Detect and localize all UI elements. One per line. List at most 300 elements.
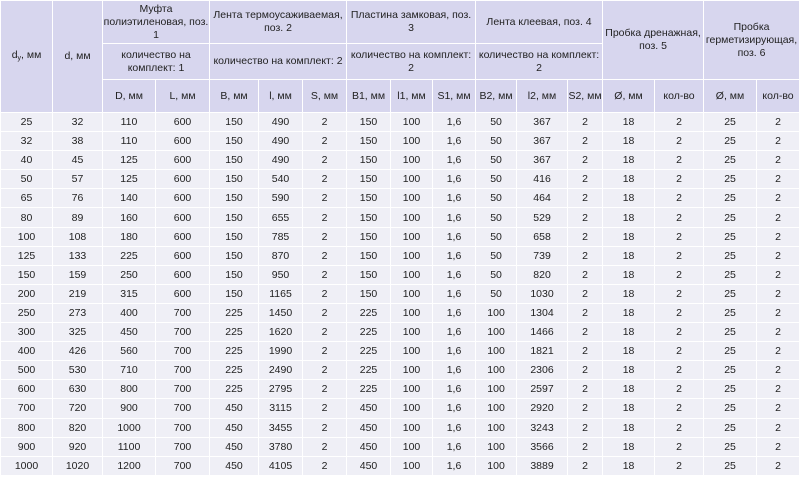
- table-cell: 560: [103, 342, 156, 361]
- table-cell: 2795: [259, 380, 303, 399]
- table-cell: 2: [568, 418, 603, 437]
- table-cell: 2: [655, 323, 704, 342]
- table-row: [1, 265, 800, 284]
- table-cell: 2: [568, 265, 603, 284]
- table-cell: 2: [303, 399, 347, 418]
- table-cell: 150: [1, 265, 53, 284]
- table-cell: 3566: [517, 437, 568, 456]
- table-cell: 25: [704, 189, 757, 208]
- table-cell: 100: [391, 323, 433, 342]
- table-cell: 2: [303, 246, 347, 265]
- table-cell: 50: [476, 113, 517, 132]
- table-cell: 100: [476, 399, 517, 418]
- table-cell: 150: [210, 189, 259, 208]
- table-row: [1, 361, 800, 380]
- table-cell: 416: [517, 170, 568, 189]
- table-cell: 450: [347, 456, 391, 475]
- table-cell: 25: [704, 323, 757, 342]
- table-cell: 2: [303, 323, 347, 342]
- table-cell: 2: [757, 437, 800, 456]
- column-header: Ø, мм: [704, 80, 757, 113]
- table-cell: 100: [476, 437, 517, 456]
- table-cell: 18: [603, 437, 655, 456]
- table-cell: 2: [303, 227, 347, 246]
- table-cell: 1,6: [433, 284, 476, 303]
- table-cell: 600: [156, 208, 210, 227]
- table-cell: 1020: [53, 456, 103, 475]
- table-cell: 25: [704, 399, 757, 418]
- column-header: D, мм: [103, 80, 156, 113]
- column-header: l, мм: [259, 80, 303, 113]
- table-cell: 2: [655, 342, 704, 361]
- table-cell: 100: [391, 208, 433, 227]
- table-cell: 700: [156, 399, 210, 418]
- table-cell: 2: [757, 208, 800, 227]
- table-cell: 50: [476, 189, 517, 208]
- table-cell: 600: [156, 170, 210, 189]
- table-cell: 18: [603, 189, 655, 208]
- table-cell: 25: [704, 342, 757, 361]
- table-cell: 500: [1, 361, 53, 380]
- table-cell: 50: [476, 246, 517, 265]
- table-row: [1, 132, 800, 151]
- table-cell: 2: [568, 323, 603, 342]
- column-header: кол-во: [757, 80, 800, 113]
- table-cell: 2: [655, 132, 704, 151]
- table-cell: 2: [568, 246, 603, 265]
- table-cell: 18: [603, 265, 655, 284]
- table-cell: 700: [156, 323, 210, 342]
- table-cell: 100: [391, 380, 433, 399]
- table-cell: 1466: [517, 323, 568, 342]
- table-cell: 2: [757, 380, 800, 399]
- column-header: L, мм: [156, 80, 210, 113]
- table-cell: 18: [603, 132, 655, 151]
- table-cell: 100: [391, 342, 433, 361]
- table-cell: 150: [347, 132, 391, 151]
- table-cell: 2: [303, 208, 347, 227]
- table-cell: 2: [655, 113, 704, 132]
- table-cell: 18: [603, 246, 655, 265]
- table-cell: 2: [568, 170, 603, 189]
- table-cell: 100: [476, 342, 517, 361]
- table-cell: 25: [704, 418, 757, 437]
- table-cell: 700: [156, 437, 210, 456]
- table-cell: 225: [347, 303, 391, 322]
- table-cell: 450: [210, 418, 259, 437]
- table-cell: 180: [103, 227, 156, 246]
- table-cell: 2: [568, 227, 603, 246]
- table-cell: 25: [704, 437, 757, 456]
- table-cell: 150: [347, 113, 391, 132]
- table-cell: 739: [517, 246, 568, 265]
- table-cell: 490: [259, 113, 303, 132]
- table-cell: 25: [704, 361, 757, 380]
- table-cell: 50: [476, 265, 517, 284]
- table-cell: 2: [655, 456, 704, 475]
- table-cell: 529: [517, 208, 568, 227]
- column-header: кол-во: [655, 80, 704, 113]
- table-cell: 600: [156, 265, 210, 284]
- table-cell: 225: [210, 342, 259, 361]
- table-cell: 700: [156, 418, 210, 437]
- table-cell: 2: [655, 170, 704, 189]
- table-cell: 2: [303, 456, 347, 475]
- table-cell: 150: [347, 246, 391, 265]
- table-cell: 2: [303, 380, 347, 399]
- table-cell: 150: [210, 132, 259, 151]
- table-cell: 785: [259, 227, 303, 246]
- table-cell: 18: [603, 303, 655, 322]
- table-cell: 18: [603, 284, 655, 303]
- table-cell: 2: [303, 361, 347, 380]
- table-cell: 3889: [517, 456, 568, 475]
- table-row: [1, 323, 800, 342]
- table-cell: 870: [259, 246, 303, 265]
- table-cell: 76: [53, 189, 103, 208]
- table-cell: 18: [603, 380, 655, 399]
- table-cell: 2: [303, 151, 347, 170]
- table-cell: 25: [704, 303, 757, 322]
- table-cell: 100: [476, 380, 517, 399]
- table-cell: 100: [476, 456, 517, 475]
- table-cell: 140: [103, 189, 156, 208]
- table-cell: 600: [156, 132, 210, 151]
- table-cell: 450: [347, 418, 391, 437]
- table-cell: 367: [517, 132, 568, 151]
- table-cell: 2: [655, 151, 704, 170]
- column-header: S1, мм: [433, 80, 476, 113]
- table-cell: 3780: [259, 437, 303, 456]
- table-cell: 50: [476, 208, 517, 227]
- table-cell: 18: [603, 342, 655, 361]
- table-row: [1, 246, 800, 265]
- group-qty-plastina: количество на комплект: 2: [347, 44, 476, 80]
- table-cell: 450: [210, 437, 259, 456]
- table-cell: 100: [391, 456, 433, 475]
- table-cell: 464: [517, 189, 568, 208]
- table-cell: 1,6: [433, 208, 476, 227]
- table-cell: 1,6: [433, 132, 476, 151]
- table-cell: 2: [757, 303, 800, 322]
- table-cell: 150: [210, 151, 259, 170]
- table-cell: 100: [391, 418, 433, 437]
- table-cell: 2: [655, 437, 704, 456]
- table-cell: 2: [303, 284, 347, 303]
- table-cell: 2: [757, 170, 800, 189]
- table-cell: 530: [53, 361, 103, 380]
- column-header: B, мм: [210, 80, 259, 113]
- table-cell: 2: [568, 380, 603, 399]
- table-cell: 900: [1, 437, 53, 456]
- table-cell: 450: [210, 456, 259, 475]
- table-cell: 3243: [517, 418, 568, 437]
- table-cell: 1000: [103, 418, 156, 437]
- table-cell: 2: [757, 456, 800, 475]
- table-cell: 700: [156, 342, 210, 361]
- table-cell: 18: [603, 208, 655, 227]
- table-cell: 25: [704, 113, 757, 132]
- table-cell: 1,6: [433, 399, 476, 418]
- table-cell: 125: [1, 246, 53, 265]
- table-cell: 100: [391, 151, 433, 170]
- table-cell: 25: [704, 208, 757, 227]
- table-cell: 1030: [517, 284, 568, 303]
- group-title-lenta-termo: Лента термоусаживаемая, поз. 2: [210, 1, 347, 44]
- table-cell: 150: [347, 208, 391, 227]
- table-cell: 18: [603, 399, 655, 418]
- group-title-mufta: Муфта полиэтиленовая, поз. 1: [103, 1, 210, 44]
- table-cell: 225: [210, 361, 259, 380]
- table-cell: 1,6: [433, 227, 476, 246]
- table-cell: 25: [1, 113, 53, 132]
- table-cell: 4105: [259, 456, 303, 475]
- table-cell: 100: [391, 113, 433, 132]
- table-cell: 2: [568, 361, 603, 380]
- table-cell: 32: [53, 113, 103, 132]
- table-cell: 700: [1, 399, 53, 418]
- table-cell: 590: [259, 189, 303, 208]
- table-cell: 400: [1, 342, 53, 361]
- table-cell: 800: [103, 380, 156, 399]
- table-cell: 2: [568, 208, 603, 227]
- table-cell: 2: [303, 113, 347, 132]
- header-d: d, мм: [53, 1, 103, 113]
- table-cell: 700: [156, 456, 210, 475]
- table-cell: 600: [156, 189, 210, 208]
- group-qty-lenta-termo: количество на комплект: 2: [210, 44, 347, 80]
- table-cell: 2920: [517, 399, 568, 418]
- group-title-plastina: Пластина замковая, поз. 3: [347, 1, 476, 44]
- table-cell: 100: [391, 189, 433, 208]
- table-cell: 2: [568, 284, 603, 303]
- table-cell: 1,6: [433, 437, 476, 456]
- table-cell: 225: [347, 323, 391, 342]
- table-cell: 50: [476, 151, 517, 170]
- table-cell: 2: [757, 323, 800, 342]
- table-cell: 2: [655, 246, 704, 265]
- table-cell: 25: [704, 456, 757, 475]
- table-cell: 32: [1, 132, 53, 151]
- table-cell: 2: [568, 189, 603, 208]
- table-cell: 2: [568, 113, 603, 132]
- table-row: [1, 342, 800, 361]
- table-cell: 100: [476, 323, 517, 342]
- table-cell: 820: [517, 265, 568, 284]
- table-cell: 2: [303, 170, 347, 189]
- table-cell: 273: [53, 303, 103, 322]
- table-cell: 150: [210, 284, 259, 303]
- table-cell: 1,6: [433, 113, 476, 132]
- table-cell: 150: [347, 170, 391, 189]
- column-header: S, мм: [303, 80, 347, 113]
- table-cell: 1,6: [433, 361, 476, 380]
- table-cell: 150: [347, 151, 391, 170]
- table-cell: 490: [259, 151, 303, 170]
- table-cell: 225: [210, 303, 259, 322]
- table-cell: 2: [568, 151, 603, 170]
- table-cell: 110: [103, 113, 156, 132]
- table-cell: 2: [757, 284, 800, 303]
- table-cell: 25: [704, 151, 757, 170]
- table-row: [1, 284, 800, 303]
- table-cell: 150: [210, 265, 259, 284]
- table-cell: 2: [303, 342, 347, 361]
- table-cell: 2: [303, 418, 347, 437]
- table-cell: 2: [655, 208, 704, 227]
- table-cell: 2: [757, 246, 800, 265]
- table-cell: 225: [103, 246, 156, 265]
- table-cell: 225: [347, 342, 391, 361]
- column-header: S2, мм: [568, 80, 603, 113]
- table-cell: 18: [603, 456, 655, 475]
- table-cell: 600: [156, 151, 210, 170]
- table-cell: 2597: [517, 380, 568, 399]
- table-cell: 1,6: [433, 342, 476, 361]
- table-cell: 18: [603, 170, 655, 189]
- table-cell: 225: [210, 380, 259, 399]
- table-cell: 108: [53, 227, 103, 246]
- table-cell: 38: [53, 132, 103, 151]
- table-cell: 2: [303, 437, 347, 456]
- table-cell: 2: [568, 399, 603, 418]
- table-cell: 950: [259, 265, 303, 284]
- table-cell: 219: [53, 284, 103, 303]
- group-title-lenta-klei: Лента клеевая, поз. 4: [476, 1, 603, 44]
- table-cell: 200: [1, 284, 53, 303]
- table-cell: 1,6: [433, 456, 476, 475]
- table-cell: 2: [303, 265, 347, 284]
- table-cell: 2: [655, 227, 704, 246]
- table-cell: 2306: [517, 361, 568, 380]
- table-cell: 89: [53, 208, 103, 227]
- table-row: [1, 399, 800, 418]
- table-cell: 2: [757, 113, 800, 132]
- table-cell: 1620: [259, 323, 303, 342]
- table-cell: 2: [655, 361, 704, 380]
- table-cell: 2: [303, 132, 347, 151]
- table-row: [1, 189, 800, 208]
- table-cell: 1,6: [433, 246, 476, 265]
- table-cell: 710: [103, 361, 156, 380]
- table-cell: 2: [568, 132, 603, 151]
- table-cell: 100: [1, 227, 53, 246]
- group-qty-mufta: количество на комплект: 1: [103, 44, 210, 80]
- table-cell: 18: [603, 227, 655, 246]
- table-row: [1, 113, 800, 132]
- table-cell: 400: [103, 303, 156, 322]
- table-cell: 2: [757, 132, 800, 151]
- table-cell: 325: [53, 323, 103, 342]
- table-cell: 600: [156, 227, 210, 246]
- table-cell: 57: [53, 170, 103, 189]
- table-cell: 150: [347, 189, 391, 208]
- table-cell: 367: [517, 151, 568, 170]
- table-cell: 1,6: [433, 265, 476, 284]
- table-cell: 2: [655, 418, 704, 437]
- table-cell: 1,6: [433, 151, 476, 170]
- table-cell: 45: [53, 151, 103, 170]
- table-cell: 1304: [517, 303, 568, 322]
- table-cell: 1990: [259, 342, 303, 361]
- table-cell: 250: [1, 303, 53, 322]
- table-cell: 1821: [517, 342, 568, 361]
- table-cell: 50: [476, 132, 517, 151]
- table-cell: 1200: [103, 456, 156, 475]
- table-cell: 100: [391, 132, 433, 151]
- table-row: [1, 418, 800, 437]
- table-cell: 450: [103, 323, 156, 342]
- table-cell: 2: [757, 265, 800, 284]
- table-row: [1, 170, 800, 189]
- table-cell: 2: [303, 189, 347, 208]
- table-cell: 100: [391, 284, 433, 303]
- table-cell: 50: [476, 227, 517, 246]
- table-cell: 1,6: [433, 323, 476, 342]
- table-cell: 1100: [103, 437, 156, 456]
- table-cell: 2: [568, 437, 603, 456]
- table-cell: 150: [210, 208, 259, 227]
- table-cell: 700: [156, 361, 210, 380]
- table-cell: 100: [391, 170, 433, 189]
- header-dy: $d_у$, мм: [1, 1, 53, 113]
- table-cell: 100: [391, 303, 433, 322]
- table-cell: 25: [704, 227, 757, 246]
- table-cell: 1,6: [433, 303, 476, 322]
- table-cell: 125: [103, 151, 156, 170]
- table-cell: 300: [1, 323, 53, 342]
- table-cell: 658: [517, 227, 568, 246]
- group-title-probka-germ: Пробка герметизирующая, поз. 6: [704, 1, 800, 80]
- table-cell: 1165: [259, 284, 303, 303]
- table-cell: 25: [704, 380, 757, 399]
- table-cell: 150: [210, 227, 259, 246]
- table-cell: 2: [757, 342, 800, 361]
- table-cell: 25: [704, 170, 757, 189]
- table-cell: 100: [391, 361, 433, 380]
- table-cell: 2: [655, 380, 704, 399]
- table-cell: 100: [391, 399, 433, 418]
- table-cell: 25: [704, 265, 757, 284]
- table-cell: 700: [156, 380, 210, 399]
- table-cell: 3115: [259, 399, 303, 418]
- table-cell: 1,6: [433, 380, 476, 399]
- table-cell: 1,6: [433, 418, 476, 437]
- column-header: l1, мм: [391, 80, 433, 113]
- table-row: [1, 227, 800, 246]
- table-cell: 18: [603, 151, 655, 170]
- table-cell: 450: [210, 399, 259, 418]
- table-cell: 225: [347, 361, 391, 380]
- table-cell: 2: [757, 418, 800, 437]
- table-cell: 40: [1, 151, 53, 170]
- table-cell: 2: [655, 265, 704, 284]
- table-cell: 630: [53, 380, 103, 399]
- table-cell: 2: [568, 303, 603, 322]
- table-cell: 2: [303, 303, 347, 322]
- column-header: B1, мм: [347, 80, 391, 113]
- table-cell: 100: [391, 227, 433, 246]
- table-row: [1, 208, 800, 227]
- table-cell: 18: [603, 323, 655, 342]
- table-cell: 150: [347, 227, 391, 246]
- table-cell: 450: [347, 437, 391, 456]
- table-cell: 2: [655, 303, 704, 322]
- table-cell: 159: [53, 265, 103, 284]
- table-cell: 100: [476, 303, 517, 322]
- table-cell: 2: [757, 189, 800, 208]
- table-cell: 65: [1, 189, 53, 208]
